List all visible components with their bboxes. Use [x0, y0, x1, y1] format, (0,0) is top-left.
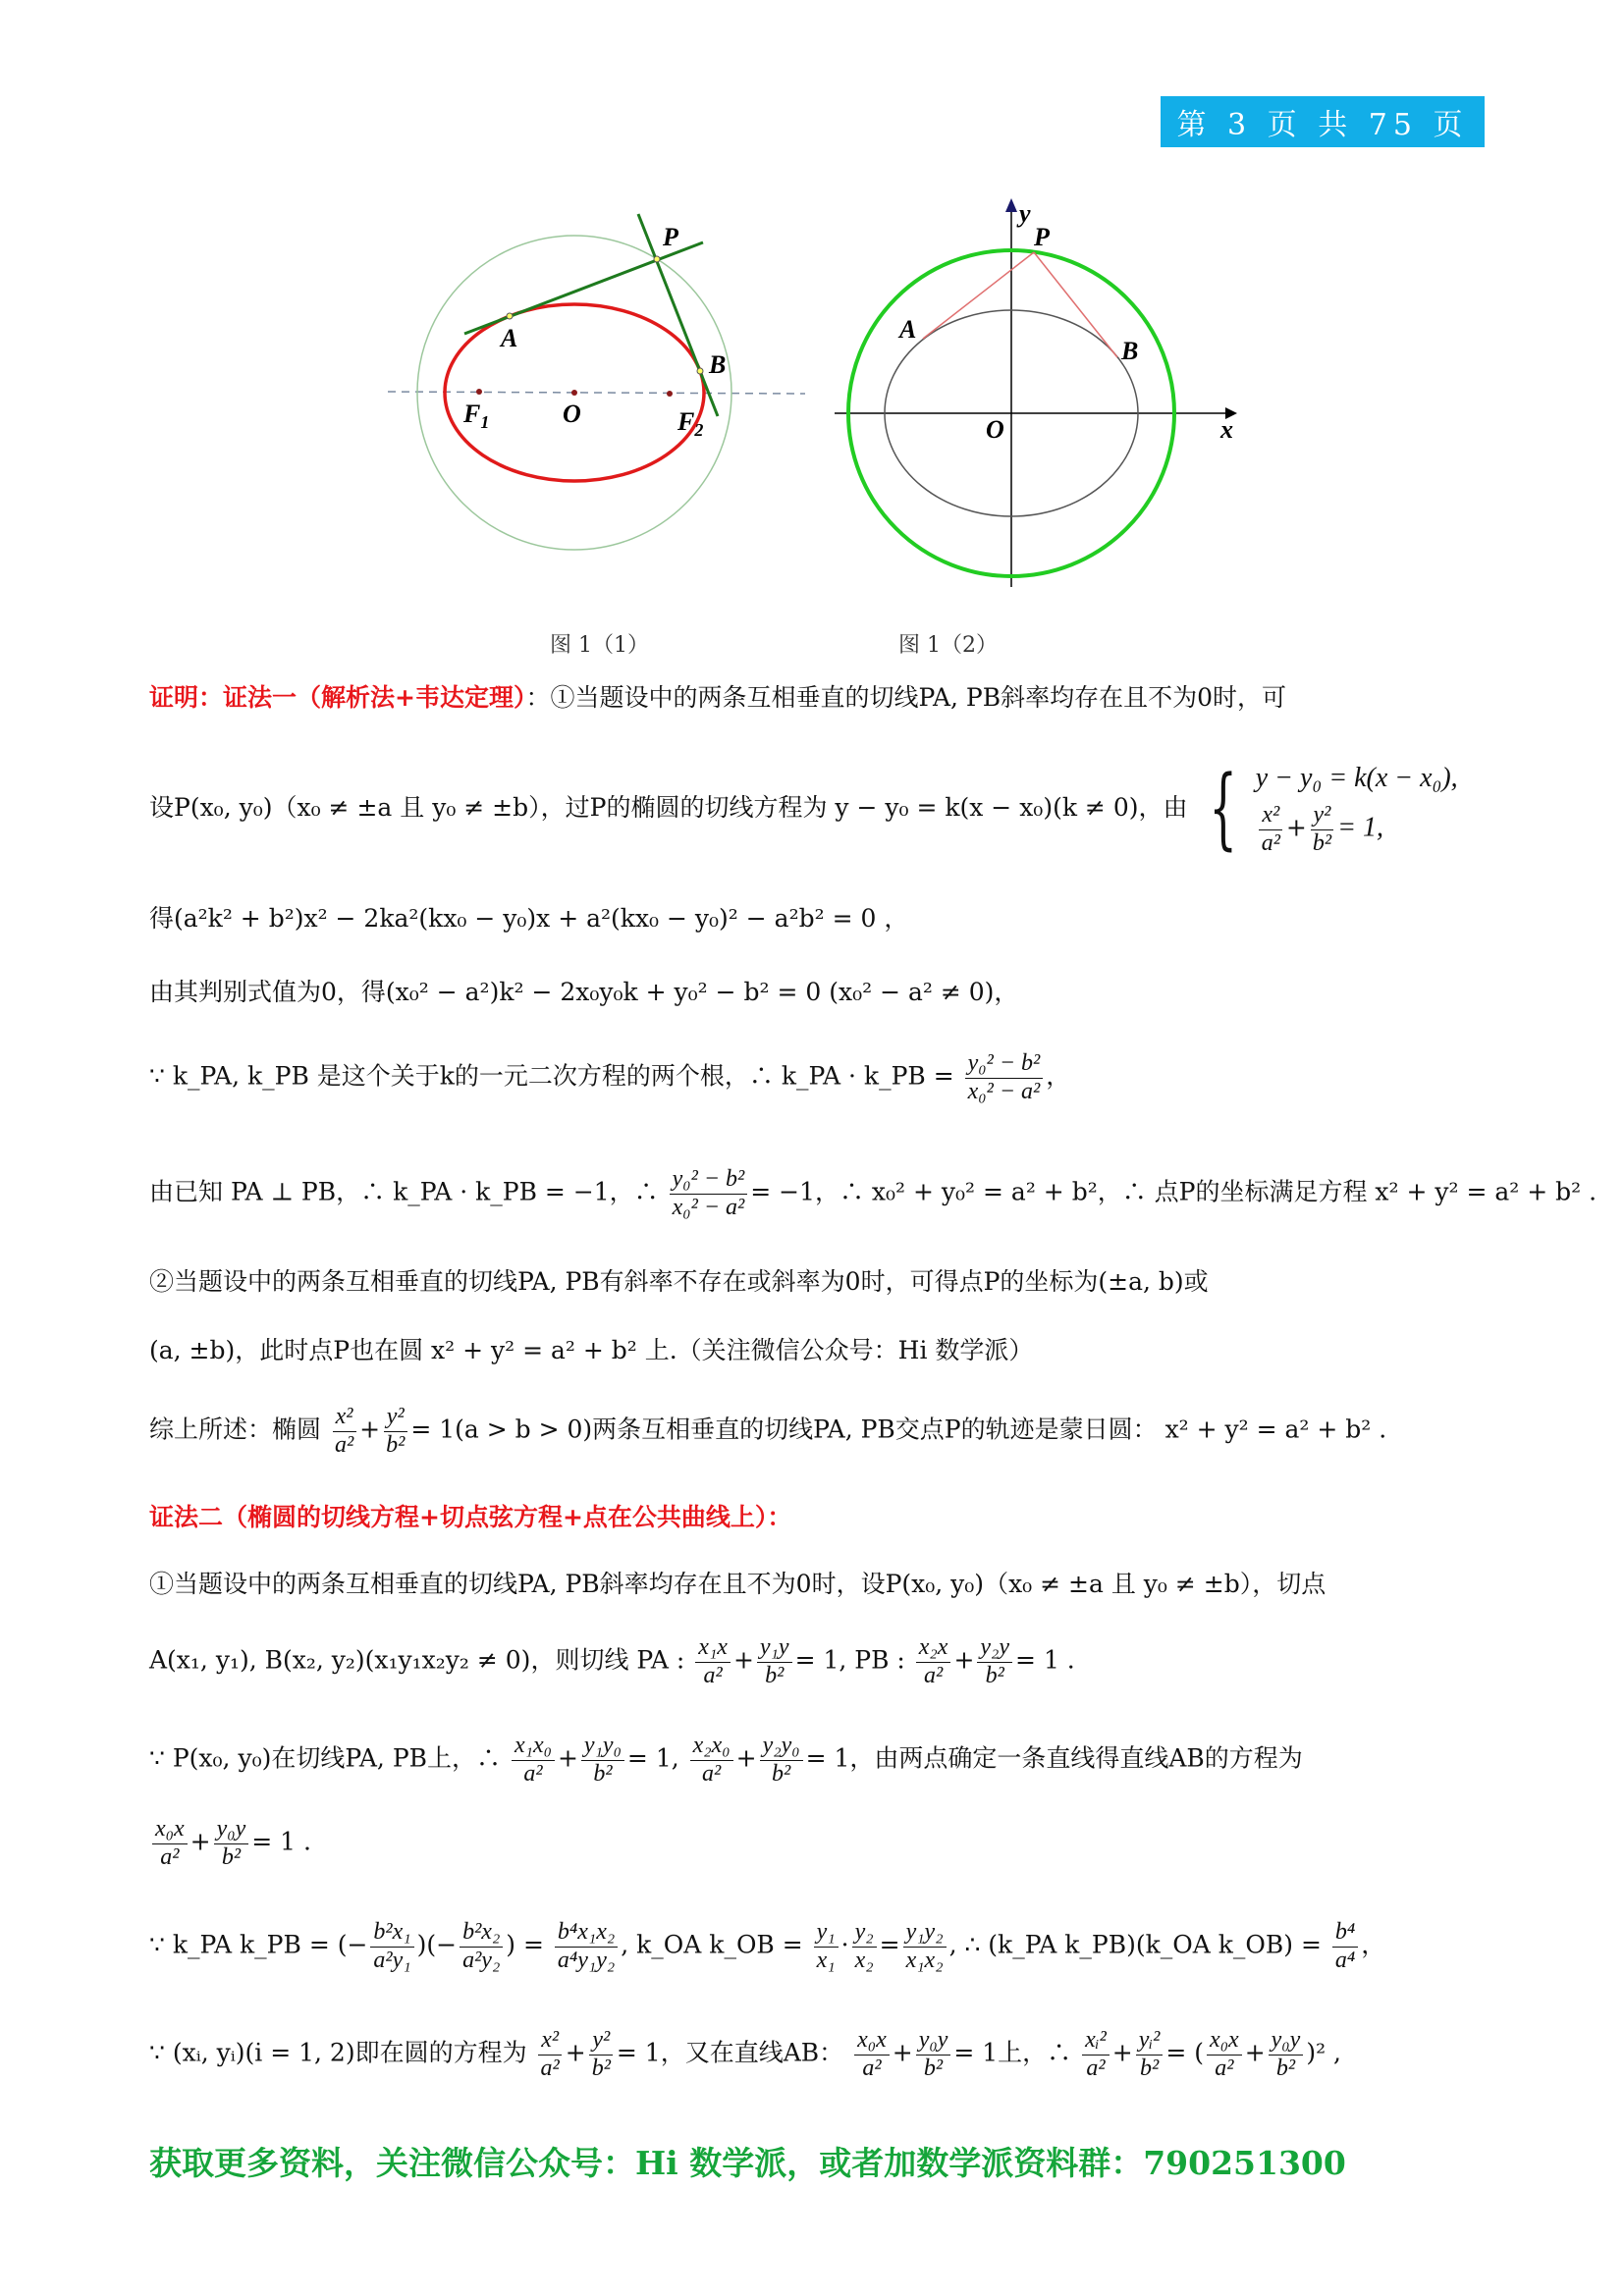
text: = (	[1165, 2038, 1205, 2067]
frac-den: a²y₁	[373, 1947, 411, 1973]
frac-den: b²	[591, 2055, 611, 2081]
label-b: B	[1121, 337, 1139, 365]
text: ·	[840, 1930, 849, 1959]
frac-den: b²	[386, 1431, 406, 1458]
figure-2-caption: 图 1（2）	[898, 633, 998, 658]
frac-den: a²	[924, 1662, 944, 1688]
m2-line-5	[149, 1919, 1487, 1974]
text: A(x₁, y₁), B(x₂, y₂)(x₁y₁x₂y₂ ≠ 0)，则切线 PA :	[149, 1645, 685, 1675]
label-p: P	[1034, 223, 1050, 251]
point-p	[654, 256, 660, 262]
frac-den: b²	[1139, 2055, 1160, 2081]
method-2-title: 证法二（椭圆的切线方程+切点弦方程+点在公共曲线上）：	[149, 1503, 792, 1531]
frac-den: x₀² − a²	[672, 1194, 745, 1220]
frac-den: a²	[1261, 829, 1280, 856]
frac-num: x²	[538, 2027, 562, 2056]
frac-den: a⁴	[1334, 1947, 1356, 1973]
frac-den: a²	[1215, 2055, 1234, 2081]
proof-line-1	[149, 682, 1487, 715]
proof-line-7	[149, 1266, 1487, 1299]
frac-den: a²	[862, 2055, 882, 2081]
frac-den: x₁x₂	[905, 1947, 944, 1973]
text: ：①当题设中的两条互相垂直的切线PA, PB斜率均存在且不为0时，可	[525, 683, 1287, 712]
text: = 1上，∴	[953, 2038, 1072, 2067]
point-f2	[667, 391, 673, 397]
proof-line-3	[149, 903, 1487, 935]
frac-num: b²x₂	[460, 1919, 503, 1948]
text: = 1(a > b > 0)两条互相垂直的切线PA, PB交点P的轨迹是蒙日圆： x² + y² = a² + b² .	[410, 1415, 1387, 1444]
frac-num: y₀y	[916, 2027, 951, 2056]
y-axis-arrow-icon	[1005, 198, 1017, 212]
frac-num: y²	[589, 2027, 613, 2056]
text: = 1，又在直线AB：	[616, 2038, 844, 2067]
frac-den: a²	[1086, 2055, 1106, 2081]
label-a: A	[501, 324, 518, 352]
frac-num: y²	[384, 1404, 407, 1432]
text: = −1，∴ x₀² + y₀² = a² + b²，∴ 点P的坐标满足方程 x² + y² = a² + b² .	[750, 1177, 1597, 1206]
point-b	[697, 368, 703, 374]
text: 综上所述：椭圆	[149, 1415, 322, 1444]
frac-den: a²	[540, 2055, 560, 2081]
text: ①当题设中的两条互相垂直的切线PA, PB斜率均存在且不为0时，设P(x₀, y₀)（x₀ ≠ ±a 且 y₀ ≠ ±b），切点	[149, 1570, 1326, 1598]
text: 得(a²k² + b²)x² − 2ka²(kx₀ − y₀)x + a²(kx₀ − y₀)² − a²b² = 0 ，	[149, 904, 909, 933]
text: , ∴ (k_PA k_PB)(k_OA k_OB) =	[948, 1930, 1322, 1959]
frac-den: b²	[771, 1760, 791, 1787]
frac-num: x²	[1259, 802, 1282, 830]
m2-line-4: $\frac{\text{x₀x}}{\text{a²}}$ + $\frac{\text{y₀y}}{\text{b²}}$ = 1 .	[149, 1816, 1487, 1871]
frac-den: x₂	[854, 1947, 874, 1973]
proof-line-8	[149, 1335, 1487, 1367]
frac-den: a²	[160, 1843, 180, 1870]
frac-num: x₂x	[916, 1634, 951, 1663]
frac-den: b²	[1275, 2055, 1296, 2081]
frac-den: b²	[985, 1662, 1004, 1688]
frac-num: y₂	[852, 1919, 877, 1948]
frac-num: yᵢ²	[1136, 2027, 1164, 2056]
text: = 1 .	[1015, 1645, 1075, 1675]
frac-den: x₁	[816, 1947, 836, 1973]
proof-line-5	[149, 1050, 1487, 1105]
text: ∵ P(x₀, y₀)在切线PA, PB上，∴	[149, 1743, 502, 1773]
frac-num: y₀y	[1269, 2027, 1304, 2056]
frac-den: a²	[703, 1662, 723, 1688]
frac-num: y₀² − b²	[670, 1166, 748, 1195]
frac-num: x₀x	[1207, 2027, 1242, 2056]
label-p: P	[663, 223, 678, 251]
frac-num: y₁	[814, 1919, 839, 1948]
system-eq-1: y − y₀ = k(x − x₀),	[1255, 763, 1458, 793]
comma: ，	[1046, 1061, 1071, 1091]
frac-den: b²	[765, 1662, 785, 1688]
text: ∵ (xᵢ, yᵢ)(i = 1, 2)即在圆的方程为	[149, 2038, 527, 2067]
text: )(−	[416, 1930, 458, 1959]
label-x: x	[1220, 415, 1233, 444]
proof-line-2	[149, 757, 1487, 861]
frac-num: xᵢ²	[1082, 2027, 1110, 2056]
text: ) =	[506, 1930, 544, 1959]
text: )² ,	[1306, 2038, 1341, 2067]
label-o: O	[986, 415, 1004, 444]
frac-den: a⁴y₁y₂	[557, 1947, 616, 1973]
frac-num: y₂y₀	[760, 1733, 803, 1761]
frac-den: a²	[334, 1431, 354, 1458]
frac-num: y₁y₂	[903, 1919, 947, 1948]
point-o	[571, 390, 577, 396]
tangent-line-pb	[1034, 252, 1117, 357]
frac-den: x₀² − a²	[967, 1078, 1041, 1104]
figure-1-caption: 图 1（1）	[550, 633, 649, 658]
m2-line-3: ∵ P(x₀, y₀)在切线PA, PB上，∴ $\frac{\text{x₁x₀}}{\text{a²}}$ + $\frac{\text{y₁y₀}}{\text{b²}}$ = 1, $\frac{\text{x₂x₀}}{\text{a²}}$ + $\frac{\text{y₂y₀}}{\text{b²}}$ = 1，由两点确定一条直线得直线AB的方程为	[149, 1733, 1303, 1787]
equation-system: { y − y₀ = k(x − x₀), $\frac{\text{x²}}{\text{a²}}$ + $\frac{\text{y²}}{\text{b²}}$ = 1,	[1209, 757, 1458, 861]
text: , k_OA k_OB =	[621, 1930, 803, 1959]
text: 设P(x₀, y₀)（x₀ ≠ ±a 且 y₀ ≠ ±b），过P的椭圆的切线方程为 y − y₀ = k(x − x₀)(k ≠ 0)，由	[149, 792, 1188, 822]
page-number-badge: 第 3 页 共 75 页	[1161, 96, 1485, 147]
text: ∵ k_PA k_PB = (−	[149, 1930, 368, 1959]
frac-num: y₂y	[977, 1634, 1012, 1663]
frac-num: x₁x	[695, 1634, 731, 1663]
frac-den: a²	[523, 1760, 543, 1787]
label-o: O	[563, 400, 581, 428]
m2-line-1	[149, 1569, 1487, 1601]
text: (a, ±b)，此时点P也在圆 x² + y² = a² + b² 上.（关注微信公众号：Hi 数学派）	[149, 1336, 1034, 1364]
text: = 1,	[626, 1743, 679, 1773]
system-eq-2-rhs: = 1,	[1337, 812, 1383, 843]
frac-den: b²	[593, 1760, 613, 1787]
frac-num: y₀² − b²	[965, 1050, 1044, 1079]
frac-num: x²	[333, 1404, 356, 1432]
label-y: y	[1019, 199, 1031, 228]
label-f2: $F_2$	[677, 407, 704, 440]
frac-num: y²	[1311, 802, 1334, 830]
frac-den: a²	[702, 1760, 722, 1787]
frac-num: x₀x	[152, 1816, 188, 1844]
m2-line-6: ∵ (xᵢ, yᵢ)(i = 1, 2)即在圆的方程为 $\frac{\text{x²}}{\text{a²}}$ + $\frac{\text{y²}}{\text{b²}}$ = 1，又在直线AB： $\frac{\text{x₀x}}{\text{a²}}$ + $\frac{\text{y₀y}}{\text{b²}}$ = 1上，∴ $\frac{\text{xᵢ²}}{\text{a²}}$ + $\frac{\text{yᵢ²}}{\text{b²}}$ = ( $\frac{\text{x₀x}}{\text{a²}}$ + $\frac{\text{y₀y}}{\text{b²}}$ )² ,	[149, 2027, 1341, 2081]
point-f1	[476, 389, 482, 395]
frac-den: b²	[923, 2055, 944, 2081]
frac-num: x₀x	[854, 2027, 890, 2056]
figure-ellipse-tangents	[373, 196, 805, 609]
m2-line-2: A(x₁, y₁), B(x₂, y₂)(x₁y₁x₂y₂ ≠ 0)，则切线 PA : $\frac{\text{x₁x}}{\text{a²}}$ + $\frac{\text{y₁y}}{\text{b²}}$ = 1, PB : $\frac{\text{x₂x}}{\text{a²}}$ + $\frac{\text{y₂y}}{\text{b²}}$ = 1 .	[149, 1634, 1075, 1688]
text: ②当题设中的两条互相垂直的切线PA, PB有斜率不存在或斜率为0时，可得点P的坐标为(±a, b)或	[149, 1267, 1209, 1296]
frac-num: y₁y	[757, 1634, 792, 1663]
label-a: A	[899, 315, 917, 344]
figure-monge-circle	[835, 187, 1267, 618]
frac-num: y₀y	[214, 1816, 249, 1844]
frac-num: x₁x₀	[512, 1733, 555, 1761]
text: = 1 .	[251, 1827, 311, 1856]
proof-line-4	[149, 977, 1487, 1009]
label-f1: $F_1$	[463, 400, 490, 432]
major-axis-dashed	[388, 392, 805, 394]
text: = 1，由两点确定一条直线得直线AB的方程为	[805, 1743, 1303, 1773]
frac-num: b⁴x₁x₂	[555, 1919, 618, 1948]
brace-icon: {	[1209, 757, 1238, 861]
frac-num: y₁y₀	[581, 1733, 624, 1761]
text: 由其判别式值为0，得(x₀² − a²)k² − 2x₀y₀k + y₀² − b² = 0 (x₀² − a² ≠ 0)，	[149, 978, 1019, 1006]
method-1-title: 证明：证法一（解析法+韦达定理）	[149, 683, 526, 712]
text: 由已知 PA ⊥ PB，∴ k_PA · k_PB = −1，∴	[149, 1177, 659, 1206]
proof-line-6	[149, 1166, 1597, 1221]
frac-num: x₂x₀	[690, 1733, 733, 1761]
point-a	[507, 313, 513, 319]
frac-num: b²x₁	[370, 1919, 413, 1948]
promo-footer: 获取更多资料，关注微信公众号：Hi 数学派，或者加数学派资料群：790251300	[149, 2144, 1346, 2182]
frac-den: b²	[1312, 829, 1332, 856]
text: = 1, PB :	[794, 1645, 905, 1675]
text: ∵ k_PA, k_PB 是这个关于k的一元二次方程的两个根，∴ k_PA · k_PB =	[149, 1061, 954, 1091]
label-b: B	[709, 350, 727, 379]
frac-den: a²y₂	[462, 1947, 501, 1973]
text: =	[879, 1930, 900, 1959]
proof-line-9: 综上所述：椭圆 $\frac{\text{x²}}{\text{a²}}$ + $\frac{\text{y²}}{\text{b²}}$ = 1(a > b > 0)两条互相垂直的切线PA, PB交点P的轨迹是蒙日圆： x² + y² = a² + b² .	[149, 1404, 1387, 1458]
frac-den: b²	[221, 1843, 242, 1870]
comma: ，	[1361, 1930, 1386, 1959]
frac-num: b⁴	[1332, 1919, 1358, 1948]
